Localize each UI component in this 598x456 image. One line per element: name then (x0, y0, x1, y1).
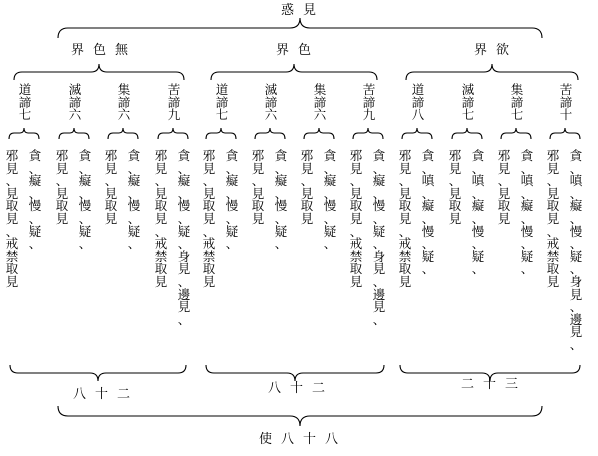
truth-label-form-suffering: 苦 諦 九 (362, 82, 376, 123)
items-col-left-formless-cessation: 邪 見 、 見 取 見 (55, 148, 69, 226)
items-col-left-formless-suffering: 邪 見 、 見 取 見 、 戒 禁 取 見 (154, 148, 168, 289)
truth-label-desire-cessation: 滅 諦 七 (461, 82, 475, 123)
realm-name-desire: 界欲 (474, 43, 519, 58)
total-brace-form (206, 365, 384, 381)
truth-brace-form-path (206, 128, 236, 139)
items-col-right-formless-suffering: 貪 、 癡 、 慢 、 疑 、 身 見 、 邊 見 、 (177, 148, 191, 327)
truth-brace-formless-origin (108, 128, 138, 139)
truth-brace-formless-path (9, 128, 39, 139)
truth-brace-formless-suffering (158, 128, 188, 139)
truth-label-form-path: 道 諦 七 (215, 82, 229, 123)
realm-total-formless: 八十二 (73, 387, 140, 402)
items-col-right-form-suffering: 貪 、 癡 、 慢 、 疑 、 身 見 、 邊 見 、 (372, 148, 386, 327)
items-col-right-desire-suffering: 貪 、 嗔 、 癡 、 慢 、 疑 、 身 見 、 邊 見 、 (569, 148, 583, 352)
items-col-left-form-suffering: 邪 見 、 見 取 見 、 戒 禁 取 見 (349, 148, 363, 289)
truth-brace-formless-cessation (59, 128, 89, 139)
items-col-right-desire-path: 貪 、 嗔 、 癡 、 慢 、 疑 、 (421, 148, 435, 277)
items-col-left-formless-path: 邪 見 、 見 取 見 、 戒 禁 取 見 (5, 148, 19, 289)
truth-label-form-origin: 集 諦 六 (313, 82, 327, 123)
realm-total-desire: 二十三 (461, 377, 528, 392)
truth-label-formless-suffering: 苦 諦 九 (167, 82, 181, 123)
items-col-left-desire-cessation: 邪 見 、 見 取 見 (448, 148, 462, 226)
truth-label-desire-suffering: 苦 諦 十 (559, 82, 573, 123)
realm-brace-formless (14, 64, 184, 80)
items-col-left-form-origin: 邪 見 、 見 取 見 (300, 148, 314, 226)
truth-label-formless-path: 道 諦 七 (18, 82, 32, 123)
bottom-brace (58, 406, 542, 426)
truth-brace-form-origin (304, 128, 334, 139)
items-col-right-formless-path: 貪 、 癡 、 慢 、 疑 、 (28, 148, 42, 252)
truth-brace-desire-cessation (452, 128, 482, 139)
truth-label-desire-origin: 集 諦 七 (510, 82, 524, 123)
truth-label-formless-origin: 集 諦 六 (117, 82, 131, 123)
items-col-right-form-cessation: 貪 、 癡 、 慢 、 疑 、 (274, 148, 288, 252)
realm-total-form: 八十二 (268, 381, 335, 396)
items-col-right-desire-origin: 貪 、 嗔 、 癡 、 慢 、 疑 、 (520, 148, 534, 277)
items-col-right-form-path: 貪 、 癡 、 慢 、 疑 、 (225, 148, 239, 252)
bottom-total: 使八十八 (259, 432, 348, 447)
items-col-right-form-origin: 貪 、 癡 、 慢 、 疑 、 (323, 148, 337, 252)
realm-name-form: 界色 (276, 43, 321, 58)
truth-brace-form-suffering (353, 128, 383, 139)
truth-brace-form-cessation (255, 128, 285, 139)
top-title: 惑見 (281, 3, 326, 18)
items-col-right-desire-cessation: 貪 、 嗔 、 癡 、 慢 、 疑 、 (471, 148, 485, 277)
items-col-left-formless-origin: 邪 見 、 見 取 見 (104, 148, 118, 226)
items-col-left-form-path: 邪 見 、 見 取 見 、 戒 禁 取 見 (202, 148, 216, 289)
items-col-left-desire-path: 邪 見 、 見 取 見 、 戒 禁 取 見 (398, 148, 412, 289)
realm-brace-desire (406, 64, 578, 80)
truth-label-desire-path: 道 諦 八 (411, 82, 425, 123)
truth-brace-desire-origin (501, 128, 531, 139)
realm-name-formless: 界色無 (71, 43, 138, 58)
top-brace (58, 18, 542, 38)
truth-brace-desire-suffering (550, 128, 580, 139)
truth-label-formless-cessation: 滅 諦 六 (68, 82, 82, 123)
total-brace-formless (10, 365, 186, 381)
items-col-right-formless-cessation: 貪 、 癡 、 慢 、 疑 、 (78, 148, 92, 252)
truth-label-form-cessation: 滅 諦 六 (264, 82, 278, 123)
truth-brace-desire-path (402, 128, 432, 139)
items-col-left-desire-suffering: 邪 見 、 見 取 見 、 戒 禁 取 見 (546, 148, 560, 289)
realm-brace-form (211, 64, 377, 80)
items-col-right-formless-origin: 貪 、 癡 、 慢 、 疑 、 (127, 148, 141, 252)
items-col-left-desire-origin: 邪 見 、 見 取 見 (497, 148, 511, 226)
items-col-left-form-cessation: 邪 見 、 見 取 見 (251, 148, 265, 226)
